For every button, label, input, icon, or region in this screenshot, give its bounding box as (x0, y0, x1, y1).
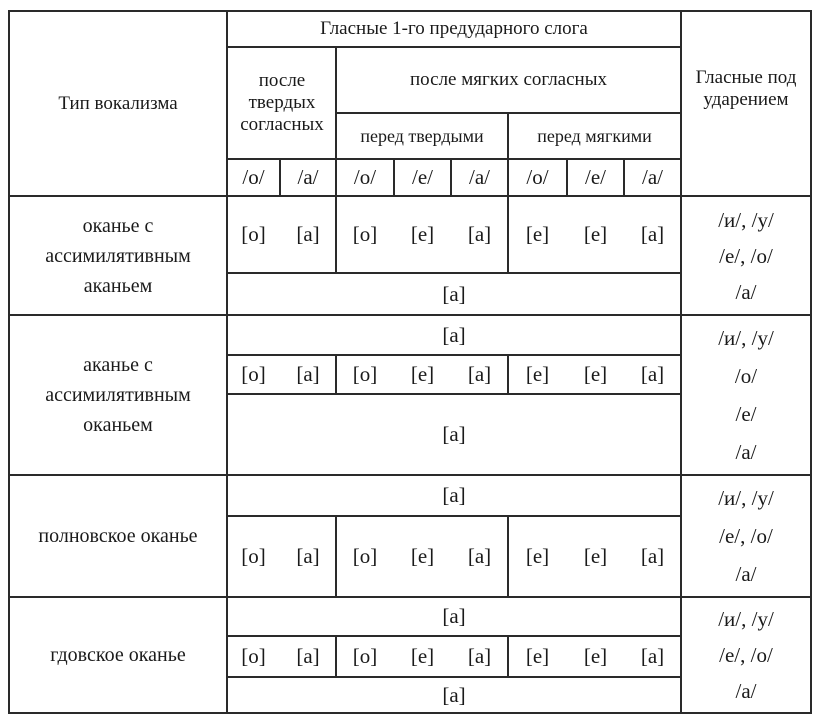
stressed-vowels-line: /а/ (735, 562, 757, 586)
merged-value-cell: [а] (442, 483, 466, 507)
phoneme-header: /о/ (526, 165, 549, 189)
vocalism-type-label: аканье с ассимилятивным оканьем (45, 354, 191, 436)
value-cell: [е] (525, 544, 550, 568)
stressed-header: Гласные под ударением (695, 66, 797, 110)
stressed-vowels-line: /и/, /у/ (718, 207, 774, 232)
merged-value-cell: [а] (442, 322, 466, 347)
stressed-vowels-line: /а/ (735, 279, 757, 304)
value-cell: [а] (640, 544, 665, 568)
value-cell: [е] (583, 644, 608, 668)
value-cell: [а] (296, 362, 320, 386)
value-cell: [о] (241, 222, 266, 246)
value-cell: [е] (583, 222, 608, 246)
value-cell: [е] (525, 644, 550, 668)
stressed-vowels-line: /и/, /у/ (718, 607, 774, 631)
value-cell: [а] (640, 644, 665, 668)
value-cell: [а] (467, 362, 492, 386)
value-cell: [е] (583, 544, 608, 568)
type-column-header: Тип вокализма (58, 92, 178, 114)
stressed-vowels-cell (682, 316, 810, 474)
value-cell: [а] (296, 544, 320, 568)
phoneme-header: /о/ (242, 165, 265, 189)
value-cell: [е] (410, 362, 435, 386)
phoneme-header: /а/ (297, 165, 319, 189)
stressed-vowels-line: /о/ (734, 364, 758, 388)
merged-value-cell: [а] (442, 604, 466, 628)
value-cell: [о] (352, 222, 378, 246)
value-cell: [е] (525, 362, 550, 386)
stressed-vowels-cell (682, 197, 810, 314)
value-cell: [о] (352, 544, 378, 568)
rule (8, 712, 812, 714)
value-cell: [е] (583, 362, 608, 386)
value-cell: [е] (525, 222, 550, 246)
stressed-vowels-line: /и/, /у/ (718, 326, 774, 350)
phoneme-header: /е/ (412, 165, 433, 189)
vocalism-type-label: гдовское оканье (50, 644, 186, 666)
stressed-vowels-line: /е/, /о/ (719, 524, 773, 548)
value-cell: [е] (410, 222, 435, 246)
pretonic-header: Гласные 1-го предударного слога (320, 18, 588, 39)
phoneme-header: /е/ (585, 165, 606, 189)
after-soft-header: после мягких согласных (410, 69, 607, 90)
after-hard-header: после твердых согласных (240, 70, 324, 135)
stressed-vowels-line: /е/, /о/ (719, 643, 773, 667)
value-cell: [о] (241, 544, 266, 568)
value-cell: [а] (640, 222, 665, 246)
stressed-vowels-line: /е/ (735, 402, 757, 426)
value-cell: [а] (296, 222, 320, 246)
value-cell: [о] (241, 362, 266, 386)
before-hard-header: перед твердыми (360, 126, 484, 146)
value-cell: [о] (241, 644, 266, 668)
value-cell: [о] (352, 644, 378, 668)
value-cell: [е] (410, 644, 435, 668)
phoneme-header: /а/ (642, 165, 663, 189)
stressed-vowels-line: /а/ (735, 679, 757, 703)
stressed-vowels-cell (682, 598, 810, 712)
value-cell: [а] (296, 644, 320, 668)
rule (810, 10, 812, 714)
stressed-vowels-line: /а/ (735, 440, 757, 464)
merged-value-cell: [а] (442, 281, 466, 306)
value-cell: [о] (352, 362, 378, 386)
before-soft-header: перед мягкими (537, 126, 652, 146)
phoneme-header: /а/ (469, 165, 490, 189)
stressed-vowels-line: /е/, /о/ (719, 243, 773, 268)
stressed-vowels-cell (682, 476, 810, 596)
merged-value-cell: [а] (442, 422, 466, 446)
value-cell: [а] (467, 222, 492, 246)
vocalism-type-label: оканье с ассимилятивным аканьем (45, 214, 191, 297)
value-cell: [а] (467, 644, 492, 668)
value-cell: [а] (467, 544, 492, 568)
value-cell: [а] (640, 362, 665, 386)
vocalism-type-label: полновское оканье (38, 525, 198, 547)
value-cell: [е] (410, 544, 435, 568)
stressed-vowels-line: /и/, /у/ (718, 486, 774, 510)
merged-value-cell: [а] (442, 682, 466, 707)
phoneme-header: /о/ (353, 165, 377, 189)
